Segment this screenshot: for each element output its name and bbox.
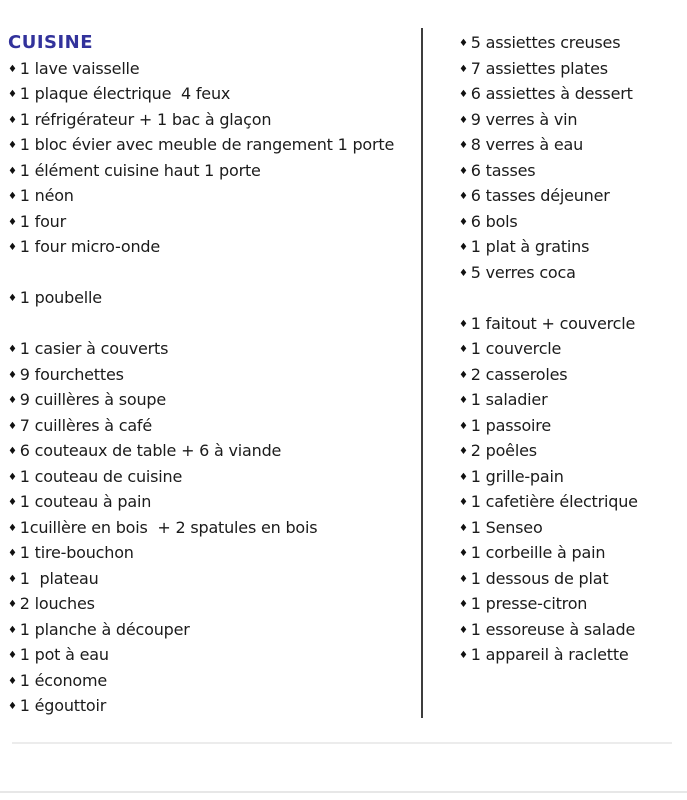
- column-divider-line: [421, 28, 423, 718]
- bullet-icon: ♦: [459, 267, 468, 279]
- item-text: 1 égouttoir: [19, 696, 107, 715]
- list-item: [8, 107, 418, 133]
- item-text: 9 fourchettes: [19, 364, 124, 384]
- item-text: 1cuillère en bois + 2 spatules en bois: [19, 517, 318, 537]
- bullet-icon: ♦: [8, 63, 17, 75]
- list-item: [8, 387, 418, 413]
- bullet-icon: ♦: [459, 216, 468, 228]
- list-item: [8, 311, 418, 337]
- list-item: [459, 540, 684, 566]
- list-item: [8, 617, 418, 643]
- item-text: 1 lave vaisselle: [19, 58, 140, 78]
- list-item: [8, 260, 418, 286]
- list-item: [8, 540, 418, 566]
- bullet-icon: ♦: [8, 165, 17, 177]
- bullet-icon: ♦: [8, 497, 17, 508]
- item-text: 6 bols: [470, 211, 518, 231]
- bullet-icon: ♦: [8, 599, 17, 610]
- list-item: [8, 464, 418, 490]
- list-item: [8, 81, 418, 107]
- bullet-icon: ♦: [459, 548, 468, 559]
- list-item: [8, 642, 418, 668]
- item-text: 9 cuillères à soupe: [19, 390, 166, 409]
- list-item: [459, 489, 684, 515]
- bullet-icon: ♦: [459, 242, 468, 253]
- list-item: [459, 209, 684, 235]
- list-item: [8, 56, 418, 82]
- item-text: 7 cuillères à café: [19, 415, 153, 435]
- list-item: [459, 591, 684, 617]
- item-text: 8 verres à eau: [470, 135, 584, 154]
- item-text: 9 verres à vin: [470, 109, 578, 129]
- bullet-icon: ♦: [8, 573, 17, 585]
- list-item: [8, 158, 418, 184]
- item-text: 1 couvercle: [470, 339, 562, 358]
- item-text: 1 économe: [19, 670, 108, 690]
- scan-artifact-line: [0, 791, 687, 793]
- item-text: 6 tasses: [470, 160, 536, 180]
- bullet-icon: ♦: [8, 114, 17, 126]
- list-item: [8, 693, 418, 719]
- list-item: [8, 362, 418, 388]
- right-item-list: [459, 30, 684, 668]
- item-text: 1 plateau: [19, 568, 99, 588]
- item-text: 2 louches: [19, 594, 95, 613]
- item-text: 1 élément cuisine haut 1 porte: [19, 160, 261, 180]
- item-text: 1 four: [19, 211, 66, 231]
- item-text: 1 Senseo: [470, 517, 543, 537]
- list-item: [459, 234, 684, 260]
- bullet-icon: ♦: [459, 624, 468, 636]
- item-text: 6 couteaux de table + 6 à viande: [19, 441, 282, 460]
- list-item: [8, 668, 418, 694]
- item-text: 2 poêles: [470, 441, 537, 460]
- bullet-icon: ♦: [459, 395, 468, 406]
- item-text: 1 casier à couverts: [19, 339, 169, 358]
- list-item: [459, 464, 684, 490]
- list-item: [8, 438, 418, 464]
- item-text: 1 couteau à pain: [19, 492, 152, 511]
- bullet-icon: ♦: [459, 140, 468, 151]
- item-text: 1 cafetière électrique: [470, 492, 638, 511]
- item-text: 2 casseroles: [470, 364, 568, 384]
- bullet-icon: ♦: [8, 395, 17, 406]
- bullet-icon: ♦: [8, 675, 17, 687]
- item-text: 1 presse-citron: [470, 594, 588, 613]
- list-item: [459, 183, 684, 209]
- list-item: [459, 413, 684, 439]
- item-text: 6 assiettes à dessert: [470, 84, 633, 103]
- bullet-icon: ♦: [459, 165, 468, 177]
- bullet-icon: ♦: [459, 573, 468, 585]
- list-item: [8, 285, 418, 311]
- bullet-icon: ♦: [8, 293, 17, 304]
- bullet-icon: ♦: [8, 446, 17, 457]
- list-item: [8, 515, 418, 541]
- right-column: [459, 30, 684, 668]
- list-item: [8, 234, 418, 260]
- item-text: 1 plat à gratins: [470, 237, 590, 256]
- bullet-icon: ♦: [459, 63, 468, 75]
- page-title: CUISINE: [8, 32, 94, 53]
- bullet-icon: ♦: [8, 548, 17, 559]
- item-text: 1 bloc évier avec meuble de rangement 1 porte: [19, 135, 395, 154]
- bullet-icon: ♦: [8, 471, 17, 483]
- list-item: [459, 158, 684, 184]
- item-text: 7 assiettes plates: [470, 58, 608, 78]
- bullet-icon: ♦: [459, 318, 468, 330]
- item-text: 1 néon: [19, 186, 74, 205]
- list-item: [8, 566, 418, 592]
- list-item: [459, 438, 684, 464]
- bullet-icon: ♦: [459, 420, 468, 432]
- item-text: 1 poubelle: [19, 288, 102, 307]
- bullet-icon: ♦: [8, 344, 17, 355]
- item-text: 1 passoire: [470, 415, 551, 435]
- bullet-icon: ♦: [459, 471, 468, 483]
- list-item: [459, 81, 684, 107]
- list-item: [8, 336, 418, 362]
- list-item: [459, 30, 684, 56]
- bullet-icon: ♦: [8, 216, 17, 228]
- item-text: 1 faitout + couvercle: [470, 313, 636, 333]
- scan-artifact-line: [12, 742, 672, 744]
- bullet-icon: ♦: [8, 624, 17, 636]
- list-item: [459, 566, 684, 592]
- list-item: [459, 617, 684, 643]
- item-text: 1 pot à eau: [19, 645, 109, 664]
- bullet-icon: ♦: [8, 701, 17, 712]
- item-text: 1 appareil à raclette: [470, 645, 629, 664]
- item-text: 1 planche à découper: [19, 619, 190, 639]
- item-text: 5 verres coca: [470, 262, 576, 282]
- bullet-icon: ♦: [459, 599, 468, 610]
- list-item: [8, 489, 418, 515]
- item-text: 1 grille-pain: [470, 466, 564, 486]
- item-text: 1 couteau de cuisine: [19, 466, 183, 486]
- bullet-icon: ♦: [8, 420, 17, 432]
- list-item: [8, 591, 418, 617]
- item-text: 1 essoreuse à salade: [470, 619, 636, 639]
- bullet-icon: ♦: [459, 522, 468, 534]
- left-item-list: [8, 56, 418, 719]
- bullet-icon: ♦: [459, 191, 468, 202]
- list-item: [459, 260, 684, 286]
- item-text: 1 four micro-onde: [19, 237, 160, 256]
- list-item: [459, 107, 684, 133]
- item-text: 6 tasses déjeuner: [470, 186, 610, 205]
- bullet-icon: ♦: [8, 522, 17, 534]
- bullet-icon: ♦: [8, 650, 17, 661]
- bullet-icon: ♦: [8, 89, 17, 100]
- list-item: [459, 387, 684, 413]
- list-item: [459, 311, 684, 337]
- left-column: [8, 30, 418, 719]
- bullet-icon: ♦: [8, 369, 17, 381]
- bullet-icon: ♦: [459, 446, 468, 457]
- item-text: 1 dessous de plat: [470, 568, 609, 588]
- item-text: 5 assiettes creuses: [470, 33, 621, 52]
- list-item: [8, 413, 418, 439]
- bullet-icon: ♦: [459, 114, 468, 126]
- list-item: [459, 336, 684, 362]
- item-text: 1 réfrigérateur + 1 bac à glaçon: [19, 109, 272, 129]
- list-item: [459, 132, 684, 158]
- bullet-icon: ♦: [8, 242, 17, 253]
- list-item: [8, 209, 418, 235]
- bullet-icon: ♦: [8, 140, 17, 151]
- bullet-icon: ♦: [459, 650, 468, 661]
- list-item: [459, 362, 684, 388]
- bullet-icon: ♦: [459, 497, 468, 508]
- bullet-icon: ♦: [8, 191, 17, 202]
- list-item: [459, 56, 684, 82]
- item-text: 1 corbeille à pain: [470, 543, 606, 562]
- item-text: 1 tire-bouchon: [19, 543, 134, 562]
- list-item: [459, 515, 684, 541]
- item-text: 1 saladier: [470, 390, 548, 409]
- bullet-icon: ♦: [459, 344, 468, 355]
- list-item: [459, 642, 684, 668]
- list-item: [8, 183, 418, 209]
- bullet-icon: ♦: [459, 369, 468, 381]
- bullet-icon: ♦: [459, 38, 468, 49]
- list-item: [459, 285, 684, 311]
- item-text: 1 plaque électrique 4 feux: [19, 84, 231, 103]
- list-item: [8, 132, 418, 158]
- bullet-icon: ♦: [459, 89, 468, 100]
